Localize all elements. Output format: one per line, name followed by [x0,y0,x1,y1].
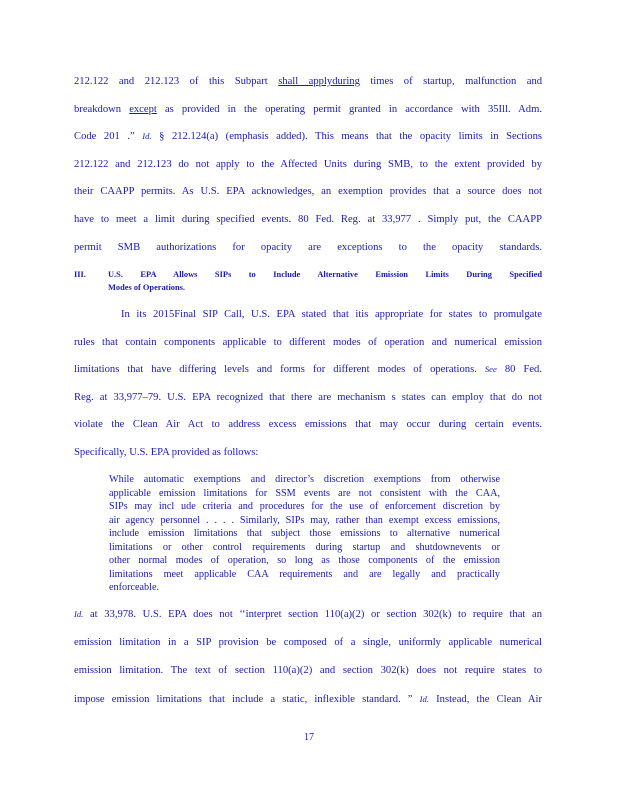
paragraph-3 [74,600,542,714]
p1-line-1: 212.122 and 212.123 of this Subpart shall applyduring times of startup, malfunction and [74,76,543,87]
p1-line-4: 212.122 and 212.123 do not apply to the Affected Units during SMB, to the extent provided by [74,158,542,170]
p3-line-3: emission limitation. The text of section 110(a)(2) and section 302(k) does not require states to [74,665,542,676]
p2-line-3: limitations that have differing levels and forms for different modes of operations. See 80 Fed. [74,364,542,376]
quote-line-5: include emission limitations that subject those emissions to alternative numerical [109,528,500,539]
p3-line-4: impose emission limitations that include a static, inflexible standard. ” Id. Instead, the Clean Air [74,694,543,705]
quote-line-7: other normal modes of operation, so long as those components of the emission [109,555,500,566]
underlined-shall-apply: shall apply [278,76,333,87]
p1-line-5: their CAAPP permits. As U.S. EPA acknowledges, an exemption provides that a source does not [74,186,542,198]
quote-line-1: While automatic exemptions and director’s discretion exemptions from otherwise [109,474,500,485]
p1-line-6: have to meet a limit during specified events. 80 Fed. Reg. at 33,977 . Simply put, the CAAPP [74,213,542,225]
quote-line-4: air agency personnel . . . . Similarly, SIPs may, rather than exempt excess emissions, [109,514,500,526]
quote-line-3: SIPs may incl ude criteria and procedures for the use of enforcement discretion by [109,501,500,512]
page-number: 17 [304,732,314,743]
p2-line-4: Reg. at 33,977–79. U.S. EPA recognized that there are mechanism s states can employ that do not [74,391,542,403]
p1-line-2: breakdown except as provided in the operating permit granted in accordance with 35Ill. Adm. [74,103,542,115]
id-citation: Id. [419,694,429,704]
paragraph-2 [74,301,542,467]
p2-line-2: rules that contain components applicable to different modes of operation and numerical emission [74,336,542,348]
quote-line-6: limitations or other control requirements during startup and shutdownevents or [109,541,500,553]
block-quote [109,473,500,595]
section-number: III. [74,270,86,279]
id-citation: Id. [142,131,152,142]
p3-line-1: Id. at 33,978. U.S. EPA does not ‘‘interpret section 110(a)(2) or section 302(k) to require that an [74,609,542,620]
p2-line-6: Specifically, U.S. EPA provided as follows: [74,446,259,458]
p1-line-3: Code 201 .” Id. § 212.124(a) (emphasis added). This means that the opacity limits in Sections [74,131,542,143]
quote-line-8: limitations meet applicable CAA requirements and are legally and practically [109,568,500,580]
p2-line-5: violate the Clean Air Act to address excess emissions that may occur during certain events. [74,419,542,431]
quote-line-9: enforceable. [109,582,160,593]
p2-line-1: In its 2015Final SIP Call, U.S. EPA stated that itis appropriate for states to promulgate [121,309,542,320]
paragraph-1 [74,68,542,261]
heading-line-2: Modes of Operations. [108,283,185,292]
heading-line-1: U.S. EPA Allows SIPs to Include Alternative Emission Limits During Specified [108,270,542,279]
quote-line-2: applicable emission limitations for SSM events are not consistent with the CAA, [109,487,500,499]
see-citation: See [484,364,497,375]
p3-line-2: emission limitation in a SIP provision be composed of a single, uniformly applicable numerical [74,637,542,648]
p1-line-7: permit SMB authorizations for opacity are exceptions to the opacity standards. [74,241,542,253]
underlined-except: except [129,103,157,115]
id-citation: Id. [74,609,84,619]
